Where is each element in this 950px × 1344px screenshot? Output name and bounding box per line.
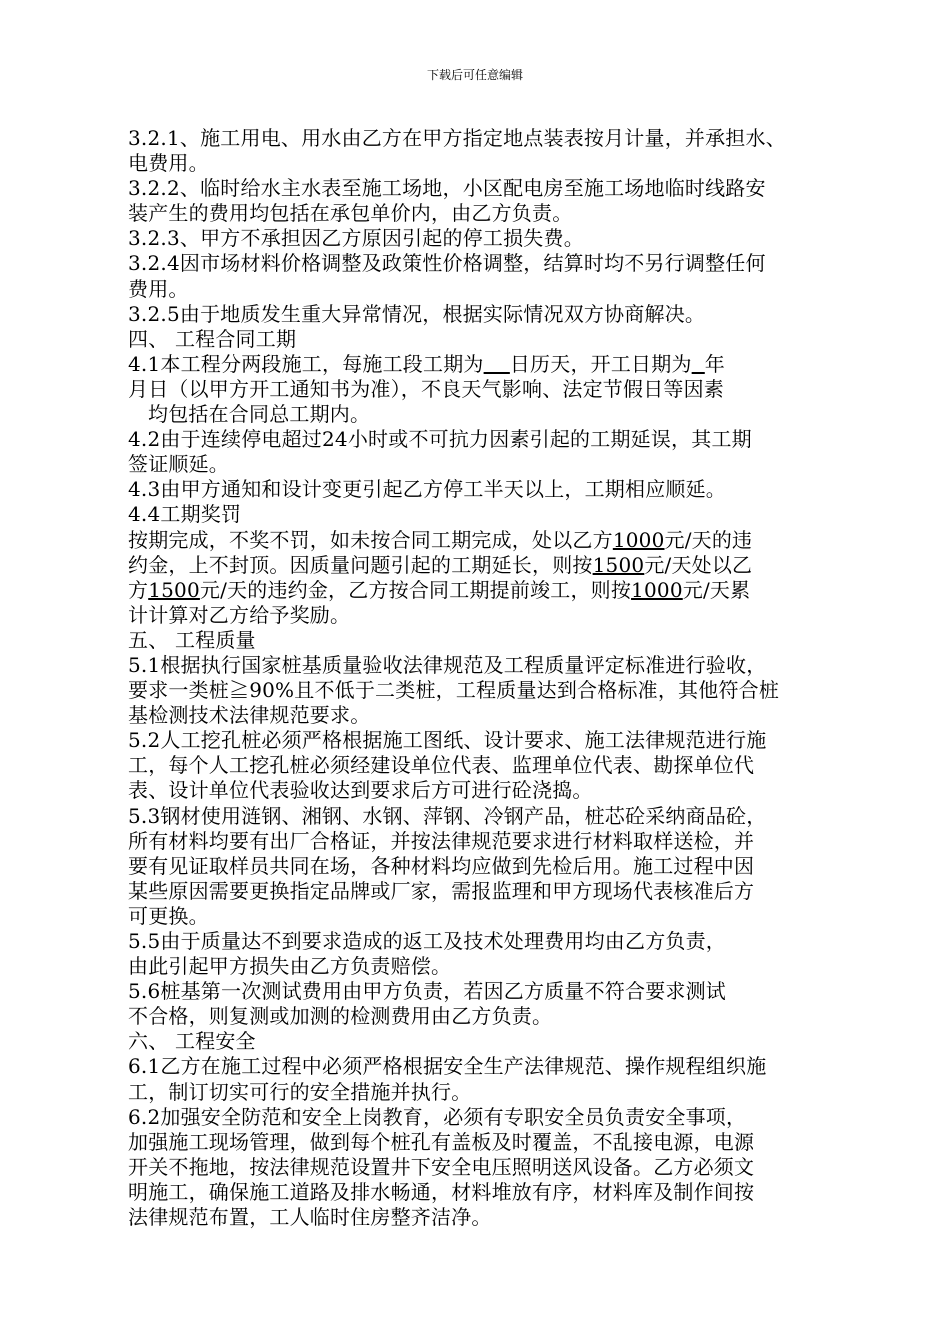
paragraph-line	[128, 352, 843, 377]
line-text: 元/天的违	[664, 527, 753, 552]
paragraph-line: 3.2.2、临时给水主水表至施工场地，小区配电房至施工场地临时线路安	[128, 176, 766, 201]
paragraph-line: 工，每个人工挖孔桩必须经建设单位代表、监理单位代表、勘探单位代	[128, 753, 755, 778]
paragraph-line: 3.2.4因市场材料价格调整及政策性价格调整，结算时均不另行调整任何	[128, 251, 766, 276]
section-heading: 六、 工程安全	[128, 1029, 256, 1054]
paragraph-line: 要有见证取样员共同在场，各种材料均应做到先检后用。施工过程中因	[128, 853, 755, 878]
paragraph-line: 基检测技术法律规范要求。	[128, 703, 371, 728]
section-subheading: 4.4工期奖罚	[128, 502, 242, 527]
amount-value: 1000	[631, 577, 683, 602]
blank-field	[692, 352, 705, 376]
paragraph-line: 不合格，则复测或加测的检测费用由乙方负责。	[128, 1004, 553, 1029]
paragraph-line: 由此引起甲方损失由乙方负责赔偿。	[128, 954, 452, 979]
paragraph-line: 5.3钢材使用涟钢、湘钢、水钢、萍钢、冷钢产品，桩芯砼采纳商品砼，	[128, 803, 767, 828]
line-text: 元/天处以乙	[644, 552, 753, 577]
paragraph-line: 6.2加强安全防范和安全上岗教育，必须有专职安全员负责安全事项，	[128, 1104, 747, 1129]
line-text: 元/天累	[682, 577, 751, 602]
line-text: 年	[704, 351, 725, 376]
paragraph-line: 工，制订切实可行的安全措施并执行。	[128, 1079, 472, 1104]
paragraph-line: 计计算对乙方给予奖励。	[128, 602, 351, 627]
line-text: 按期完成，不奖不罚，如未按合同工期完成，处以乙方	[128, 527, 613, 552]
paragraph-line: 3.2.3、甲方不承担因乙方原因引起的停工损失费。	[128, 226, 584, 251]
line-text: 方	[128, 577, 149, 602]
amount-value: 1000	[612, 527, 665, 552]
section-heading: 五、 工程质量	[128, 627, 256, 652]
paragraph-line: 均包括在合同总工期内。	[148, 402, 371, 427]
paragraph-line: 5.6桩基第一次测试费用由甲方负责，若因乙方质量不符合要求测试	[128, 979, 727, 1004]
paragraph-line: 某些原因需要更换指定品牌或厂家，需报监理和甲方现场代表核准后方	[128, 878, 755, 903]
paragraph-line: 可更换。	[128, 903, 209, 928]
blank-field	[484, 352, 510, 376]
paragraph-line: 装产生的费用均包括在承包单价内，由乙方负责。	[128, 201, 573, 226]
paragraph-line: 5.1根据执行国家桩基质量验收法律规范及工程质量评定标准进行验收，	[128, 652, 767, 677]
paragraph-line: 3.2.1、施工用电、用水由乙方在甲方指定地点装表按月计量，并承担水、	[128, 126, 786, 150]
document-body	[128, 126, 843, 1230]
paragraph-line: 4.3由甲方通知和设计变更引起乙方停工半天以上，工期相应顺延。	[128, 477, 727, 502]
amount-value: 1500	[148, 577, 200, 602]
line-text: 日历天，开工日期为	[509, 351, 692, 376]
paragraph-line	[128, 528, 843, 553]
paragraph-line: 费用。	[128, 276, 189, 301]
paragraph-line: 6.1乙方在施工过程中必须严格根据安全生产法律规范、操作规程组织施	[128, 1054, 767, 1079]
paragraph-line: 要求一类桩≧90%且不低于二类桩，工程质量达到合格标准，其他符合桩	[128, 678, 780, 703]
paragraph-line: 开关不拖地，按法律规范设置井下安全电压照明送风设备。乙方必须文	[128, 1154, 755, 1179]
section-heading: 四、 工程合同工期	[128, 326, 297, 351]
paragraph-line: 4.2由于连续停电超过24小时或不可抗力因素引起的工期延误，其工期	[128, 427, 752, 452]
paragraph-line	[128, 553, 843, 578]
line-text: 约金，上不封顶。因质量问题引起的工期延长，则按	[128, 552, 593, 577]
line-text: 4.1本工程分两段施工，每施工段工期为	[128, 351, 484, 376]
page-header: 下载后可任意编辑	[426, 68, 523, 82]
paragraph-line: 加强施工现场管理，做到每个桩孔有盖板及时覆盖，不乱接电源，电源	[128, 1129, 755, 1154]
paragraph-line: 法律规范布置，工人临时住房整齐洁净。	[128, 1205, 492, 1230]
paragraph-line: 明施工，确保施工道路及排水畅通，材料堆放有序，材料库及制作间按	[128, 1179, 755, 1204]
paragraph-line: 所有材料均要有出厂合格证，并按法律规范要求进行材料取样送检，并	[128, 828, 755, 853]
paragraph-line: 签证顺延。	[128, 452, 229, 477]
paragraph-line: 月日（以甲方开工通知书为准），不良天气影响、法定节假日等因素	[128, 376, 724, 401]
paragraph-line: 表、设计单位代表验收达到要求后方可进行砼浇捣。	[128, 778, 593, 803]
amount-value: 1500	[592, 552, 645, 577]
paragraph-line: 3.2.5由于地质发生重大异常情况，根据实际情况双方协商解决。	[128, 301, 706, 326]
paragraph-line: 5.5由于质量达不到要求造成的返工及技术处理费用均由乙方负责，	[128, 929, 727, 953]
paragraph-line: 电费用。	[128, 151, 209, 176]
line-text: 元/天的违约金，乙方按合同工期提前竣工，则按	[199, 577, 632, 602]
paragraph-line: 5.2人工挖孔桩必须严格根据施工图纸、设计要求、施工法律规范进行施	[128, 728, 767, 753]
paragraph-line	[128, 578, 843, 603]
